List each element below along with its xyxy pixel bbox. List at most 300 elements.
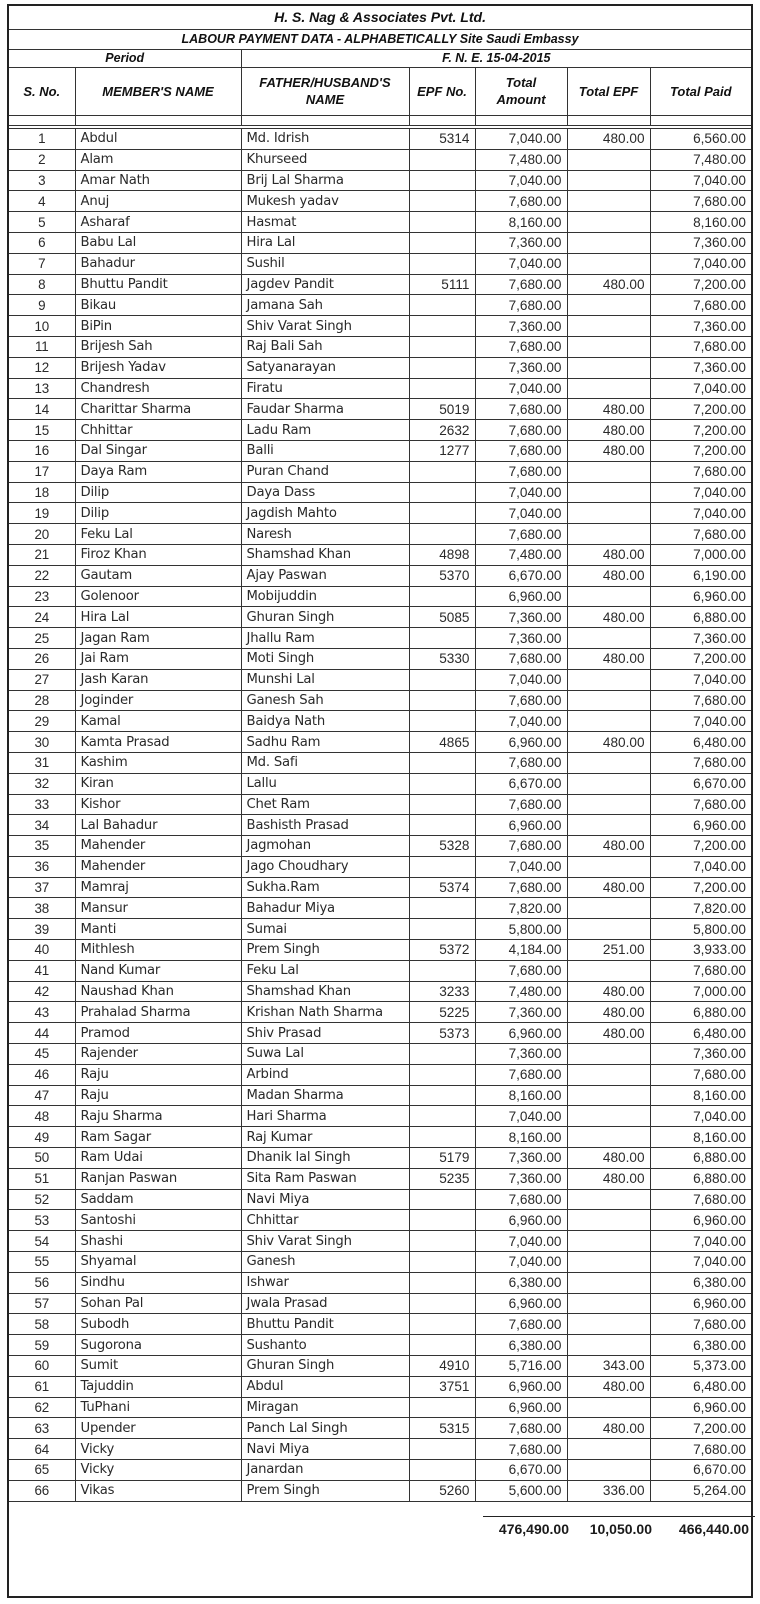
row-total-amount: 6,960.00 [475, 815, 567, 836]
row-sno: 5 [9, 212, 75, 233]
row-total-epf [567, 1044, 650, 1065]
row-member-name: Santoshi [75, 1210, 241, 1231]
row-total-paid: 7,680.00 [650, 1064, 751, 1085]
table-row [9, 565, 751, 586]
table-row [9, 336, 751, 357]
row-epf-no [409, 170, 475, 191]
row-father-name: Sukha.Ram [241, 877, 409, 898]
row-total-amount: 7,040.00 [475, 503, 567, 524]
row-total-paid: 5,373.00 [650, 1356, 751, 1377]
row-epf-no [409, 960, 475, 981]
row-total-paid: 5,800.00 [650, 919, 751, 940]
row-total-paid: 6,560.00 [650, 129, 751, 150]
col-member-name: MEMBER'S NAME [75, 67, 241, 115]
row-epf-no [409, 212, 475, 233]
row-total-amount: 7,360.00 [475, 1168, 567, 1189]
row-epf-no [409, 586, 475, 607]
col-sno: S. No. [9, 67, 75, 115]
row-total-paid: 7,040.00 [650, 1252, 751, 1273]
row-sno: 6 [9, 232, 75, 253]
row-total-paid: 7,360.00 [650, 316, 751, 337]
row-sno: 43 [9, 1002, 75, 1023]
row-father-name: Jhallu Ram [241, 628, 409, 649]
row-sno: 11 [9, 336, 75, 357]
row-sno: 33 [9, 794, 75, 815]
row-total-paid: 7,040.00 [650, 482, 751, 503]
row-total-amount: 7,360.00 [475, 357, 567, 378]
row-total-paid: 7,040.00 [650, 669, 751, 690]
row-epf-no: 3233 [409, 981, 475, 1002]
row-member-name: Babu Lal [75, 232, 241, 253]
row-father-name: Arbind [241, 1064, 409, 1085]
row-father-name: Jagdish Mahto [241, 503, 409, 524]
table-row [9, 815, 751, 836]
row-epf-no: 5372 [409, 940, 475, 961]
table-row [9, 503, 751, 524]
table-row [9, 274, 751, 295]
row-sno: 61 [9, 1376, 75, 1397]
row-epf-no [409, 336, 475, 357]
row-total-amount: 6,960.00 [475, 1293, 567, 1314]
row-member-name: Sindhu [75, 1272, 241, 1293]
row-member-name: Vicky [75, 1460, 241, 1481]
grand-total-epf: 10,050.00 [575, 1517, 658, 1541]
row-sno: 31 [9, 752, 75, 773]
row-sno: 44 [9, 1023, 75, 1044]
row-epf-no [409, 1439, 475, 1460]
row-sno: 26 [9, 648, 75, 669]
row-total-amount: 7,360.00 [475, 1148, 567, 1169]
row-sno: 65 [9, 1460, 75, 1481]
table-row [9, 420, 751, 441]
row-member-name: Mahender [75, 836, 241, 857]
row-member-name: Amar Nath [75, 170, 241, 191]
row-total-amount: 6,960.00 [475, 1023, 567, 1044]
row-total-amount: 7,680.00 [475, 461, 567, 482]
row-total-epf: 480.00 [567, 877, 650, 898]
row-father-name: Lallu [241, 773, 409, 794]
row-total-amount: 7,480.00 [475, 149, 567, 170]
row-total-paid: 7,000.00 [650, 981, 751, 1002]
row-epf-no [409, 690, 475, 711]
row-total-paid: 7,680.00 [650, 960, 751, 981]
row-father-name: Krishan Nath Sharma [241, 1002, 409, 1023]
row-total-paid: 7,040.00 [650, 503, 751, 524]
row-total-paid: 7,680.00 [650, 461, 751, 482]
row-member-name: Bhuttu Pandit [75, 274, 241, 295]
table-row [9, 794, 751, 815]
row-total-amount: 7,680.00 [475, 1439, 567, 1460]
row-epf-no: 5328 [409, 836, 475, 857]
row-sno: 41 [9, 960, 75, 981]
row-sno: 17 [9, 461, 75, 482]
table-row [9, 898, 751, 919]
row-total-paid: 7,200.00 [650, 877, 751, 898]
row-total-paid: 7,680.00 [650, 1439, 751, 1460]
row-total-amount: 7,680.00 [475, 191, 567, 212]
table-row [9, 1460, 751, 1481]
row-epf-no [409, 856, 475, 877]
row-father-name: Shamshad Khan [241, 544, 409, 565]
row-member-name: Abdul [75, 129, 241, 150]
row-sno: 64 [9, 1439, 75, 1460]
row-father-name: Naresh [241, 524, 409, 545]
row-total-epf [567, 628, 650, 649]
row-total-epf [567, 960, 650, 981]
row-father-name: Jamana Sah [241, 295, 409, 316]
row-sno: 32 [9, 773, 75, 794]
row-member-name: Sumit [75, 1356, 241, 1377]
row-total-epf [567, 232, 650, 253]
row-sno: 56 [9, 1272, 75, 1293]
row-total-amount: 7,040.00 [475, 1231, 567, 1252]
table-row [9, 1418, 751, 1439]
row-total-epf [567, 1231, 650, 1252]
row-total-epf [567, 1210, 650, 1231]
table-row [9, 1335, 751, 1356]
row-member-name: Sugorona [75, 1335, 241, 1356]
row-sno: 9 [9, 295, 75, 316]
row-total-epf: 480.00 [567, 1023, 650, 1044]
row-total-amount: 7,360.00 [475, 232, 567, 253]
row-total-paid: 6,960.00 [650, 1293, 751, 1314]
row-epf-no [409, 1272, 475, 1293]
row-total-epf [567, 253, 650, 274]
row-father-name: Hira Lal [241, 232, 409, 253]
row-epf-no: 5111 [409, 274, 475, 295]
row-member-name: Mansur [75, 898, 241, 919]
row-epf-no: 5260 [409, 1480, 475, 1501]
row-sno: 19 [9, 503, 75, 524]
row-total-paid: 6,480.00 [650, 732, 751, 753]
row-total-paid: 6,480.00 [650, 1376, 751, 1397]
row-epf-no [409, 794, 475, 815]
row-father-name: Faudar Sharma [241, 399, 409, 420]
grand-total-paid: 466,440.00 [658, 1517, 755, 1541]
row-total-amount: 5,716.00 [475, 1356, 567, 1377]
row-total-paid: 7,360.00 [650, 628, 751, 649]
row-epf-no [409, 773, 475, 794]
row-total-epf: 480.00 [567, 440, 650, 461]
row-member-name: Jai Ram [75, 648, 241, 669]
table-row [9, 1189, 751, 1210]
row-sno: 3 [9, 170, 75, 191]
row-father-name: Balli [241, 440, 409, 461]
row-member-name: BiPin [75, 316, 241, 337]
row-father-name: Ghuran Singh [241, 607, 409, 628]
row-epf-no: 5370 [409, 565, 475, 586]
sheet-header [9, 6, 751, 126]
row-total-epf [567, 815, 650, 836]
row-father-name: Chet Ram [241, 794, 409, 815]
row-epf-no: 5019 [409, 399, 475, 420]
row-total-paid: 7,040.00 [650, 1231, 751, 1252]
row-total-epf: 480.00 [567, 1148, 650, 1169]
table-row [9, 1356, 751, 1377]
row-member-name: Nand Kumar [75, 960, 241, 981]
row-total-epf [567, 212, 650, 233]
row-father-name: Madan Sharma [241, 1085, 409, 1106]
row-member-name: Sohan Pal [75, 1293, 241, 1314]
period-label: Period [9, 49, 241, 67]
row-total-paid: 5,264.00 [650, 1480, 751, 1501]
row-member-name: Jash Karan [75, 669, 241, 690]
row-sno: 48 [9, 1106, 75, 1127]
row-total-epf [567, 1272, 650, 1293]
row-total-amount: 7,040.00 [475, 482, 567, 503]
row-total-amount: 7,680.00 [475, 752, 567, 773]
row-member-name: Dal Singar [75, 440, 241, 461]
row-total-amount: 7,680.00 [475, 420, 567, 441]
row-total-epf: 480.00 [567, 1002, 650, 1023]
row-total-amount: 7,680.00 [475, 1314, 567, 1335]
table-row [9, 773, 751, 794]
table-row [9, 940, 751, 961]
table-row [9, 357, 751, 378]
row-father-name: Sushil [241, 253, 409, 274]
row-member-name: Golenoor [75, 586, 241, 607]
row-member-name: Mithlesh [75, 940, 241, 961]
table-row [9, 648, 751, 669]
row-member-name: Charittar Sharma [75, 399, 241, 420]
row-total-paid: 7,680.00 [650, 336, 751, 357]
row-member-name: Kamta Prasad [75, 732, 241, 753]
table-row [9, 378, 751, 399]
row-total-amount: 7,680.00 [475, 648, 567, 669]
row-total-amount: 7,680.00 [475, 274, 567, 295]
table-row [9, 1252, 751, 1273]
col-total-epf: Total EPF [567, 67, 650, 115]
row-epf-no [409, 378, 475, 399]
row-epf-no: 4898 [409, 544, 475, 565]
row-sno: 7 [9, 253, 75, 274]
row-total-paid: 7,200.00 [650, 274, 751, 295]
row-member-name: Vicky [75, 1439, 241, 1460]
row-member-name: Ram Udai [75, 1148, 241, 1169]
row-total-epf [567, 1085, 650, 1106]
row-sno: 50 [9, 1148, 75, 1169]
row-total-epf [567, 1127, 650, 1148]
row-total-paid: 8,160.00 [650, 1127, 751, 1148]
row-total-amount: 7,680.00 [475, 295, 567, 316]
row-sno: 60 [9, 1356, 75, 1377]
row-member-name: Feku Lal [75, 524, 241, 545]
report-subtitle: LABOUR PAYMENT DATA - ALPHABETICALLY Site Saudi Embassy [9, 29, 751, 49]
row-member-name: Firoz Khan [75, 544, 241, 565]
row-epf-no [409, 295, 475, 316]
row-total-epf [567, 586, 650, 607]
row-father-name: Shiv Varat Singh [241, 316, 409, 337]
row-sno: 4 [9, 191, 75, 212]
row-total-paid: 7,360.00 [650, 357, 751, 378]
row-epf-no [409, 1085, 475, 1106]
row-total-epf [567, 524, 650, 545]
row-father-name: Md. Idrish [241, 129, 409, 150]
row-total-paid: 8,160.00 [650, 212, 751, 233]
row-father-name: Jwala Prasad [241, 1293, 409, 1314]
row-member-name: Subodh [75, 1314, 241, 1335]
row-sno: 29 [9, 711, 75, 732]
row-member-name: Anuj [75, 191, 241, 212]
row-total-paid: 7,680.00 [650, 295, 751, 316]
col-total-paid: Total Paid [650, 67, 751, 115]
row-total-amount: 7,040.00 [475, 669, 567, 690]
table-row [9, 877, 751, 898]
row-total-amount: 7,040.00 [475, 1106, 567, 1127]
row-sno: 10 [9, 316, 75, 337]
table-row [9, 690, 751, 711]
row-sno: 46 [9, 1064, 75, 1085]
row-father-name: Ajay Paswan [241, 565, 409, 586]
table-row [9, 295, 751, 316]
table-row [9, 1064, 751, 1085]
row-sno: 12 [9, 357, 75, 378]
row-total-amount: 7,360.00 [475, 1044, 567, 1065]
row-epf-no [409, 503, 475, 524]
row-father-name: Dhanik lal Singh [241, 1148, 409, 1169]
row-total-paid: 7,360.00 [650, 1044, 751, 1065]
row-total-epf: 480.00 [567, 544, 650, 565]
row-total-amount: 7,680.00 [475, 440, 567, 461]
row-total-epf: 480.00 [567, 732, 650, 753]
row-sno: 13 [9, 378, 75, 399]
row-sno: 28 [9, 690, 75, 711]
row-total-epf [567, 773, 650, 794]
row-total-epf [567, 316, 650, 337]
row-total-paid: 7,680.00 [650, 1189, 751, 1210]
row-total-amount: 7,040.00 [475, 129, 567, 150]
row-total-amount: 7,040.00 [475, 253, 567, 274]
table-row [9, 1044, 751, 1065]
totals-row [483, 1516, 755, 1541]
row-father-name: Bahadur Miya [241, 898, 409, 919]
table-row [9, 981, 751, 1002]
row-total-paid: 6,960.00 [650, 1397, 751, 1418]
row-total-epf [567, 669, 650, 690]
row-total-paid: 3,933.00 [650, 940, 751, 961]
row-father-name: Navi Miya [241, 1189, 409, 1210]
row-epf-no [409, 1460, 475, 1481]
row-total-epf [567, 752, 650, 773]
row-father-name: Ghuran Singh [241, 1356, 409, 1377]
row-total-epf [567, 170, 650, 191]
row-father-name: Raj Kumar [241, 1127, 409, 1148]
row-total-amount: 8,160.00 [475, 212, 567, 233]
row-father-name: Sadhu Ram [241, 732, 409, 753]
row-total-amount: 7,680.00 [475, 877, 567, 898]
row-member-name: Raju [75, 1064, 241, 1085]
row-epf-no: 3751 [409, 1376, 475, 1397]
row-total-epf: 480.00 [567, 1168, 650, 1189]
row-total-paid: 6,960.00 [650, 815, 751, 836]
row-sno: 42 [9, 981, 75, 1002]
row-sno: 37 [9, 877, 75, 898]
row-father-name: Mobijuddin [241, 586, 409, 607]
row-total-epf [567, 1106, 650, 1127]
row-total-paid: 6,960.00 [650, 586, 751, 607]
row-sno: 53 [9, 1210, 75, 1231]
row-total-amount: 6,960.00 [475, 1376, 567, 1397]
table-row [9, 461, 751, 482]
table-row [9, 440, 751, 461]
row-total-amount: 7,680.00 [475, 524, 567, 545]
table-row [9, 669, 751, 690]
row-total-epf [567, 1252, 650, 1273]
row-father-name: Shiv Varat Singh [241, 1231, 409, 1252]
company-name: H. S. Nag & Associates Pvt. Ltd. [9, 6, 751, 29]
row-father-name: Satyanarayan [241, 357, 409, 378]
row-epf-no [409, 1044, 475, 1065]
row-sno: 18 [9, 482, 75, 503]
row-father-name: Bhuttu Pandit [241, 1314, 409, 1335]
row-member-name: Brijesh Sah [75, 336, 241, 357]
row-father-name: Jagdev Pandit [241, 274, 409, 295]
row-total-epf [567, 1314, 650, 1335]
table-row [9, 1397, 751, 1418]
row-father-name: Navi Miya [241, 1439, 409, 1460]
table-row [9, 1168, 751, 1189]
row-total-paid: 6,880.00 [650, 1168, 751, 1189]
row-epf-no: 5085 [409, 607, 475, 628]
row-total-amount: 5,600.00 [475, 1480, 567, 1501]
table-row [9, 212, 751, 233]
table-row [9, 149, 751, 170]
row-total-epf [567, 149, 650, 170]
row-total-amount: 6,380.00 [475, 1272, 567, 1293]
row-member-name: Shashi [75, 1231, 241, 1252]
row-member-name: Dilip [75, 482, 241, 503]
table-row [9, 732, 751, 753]
row-epf-no [409, 815, 475, 836]
row-total-paid: 6,480.00 [650, 1023, 751, 1044]
row-member-name: Shyamal [75, 1252, 241, 1273]
row-member-name: Chhittar [75, 420, 241, 441]
row-sno: 1 [9, 129, 75, 150]
row-father-name: Ladu Ram [241, 420, 409, 441]
row-member-name: Kiran [75, 773, 241, 794]
row-total-amount: 7,680.00 [475, 1189, 567, 1210]
row-total-amount: 7,040.00 [475, 170, 567, 191]
row-total-paid: 7,040.00 [650, 856, 751, 877]
row-total-amount: 6,670.00 [475, 1460, 567, 1481]
row-father-name: Shamshad Khan [241, 981, 409, 1002]
table-row [9, 1127, 751, 1148]
row-total-epf [567, 378, 650, 399]
row-sno: 66 [9, 1480, 75, 1501]
table-row [9, 1210, 751, 1231]
row-epf-no [409, 1106, 475, 1127]
row-sno: 8 [9, 274, 75, 295]
row-total-amount: 7,680.00 [475, 836, 567, 857]
row-total-epf [567, 1293, 650, 1314]
row-sno: 49 [9, 1127, 75, 1148]
row-father-name: Jagmohan [241, 836, 409, 857]
row-total-amount: 5,800.00 [475, 919, 567, 940]
row-sno: 24 [9, 607, 75, 628]
row-member-name: Manti [75, 919, 241, 940]
table-row [9, 232, 751, 253]
table-row [9, 544, 751, 565]
row-total-paid: 6,880.00 [650, 1148, 751, 1169]
row-father-name: Puran Chand [241, 461, 409, 482]
row-father-name: Suwa Lal [241, 1044, 409, 1065]
row-member-name: Lal Bahadur [75, 815, 241, 836]
row-sno: 36 [9, 856, 75, 877]
row-epf-no: 5235 [409, 1168, 475, 1189]
row-total-amount: 6,670.00 [475, 773, 567, 794]
row-total-paid: 7,200.00 [650, 399, 751, 420]
row-total-amount: 7,360.00 [475, 607, 567, 628]
